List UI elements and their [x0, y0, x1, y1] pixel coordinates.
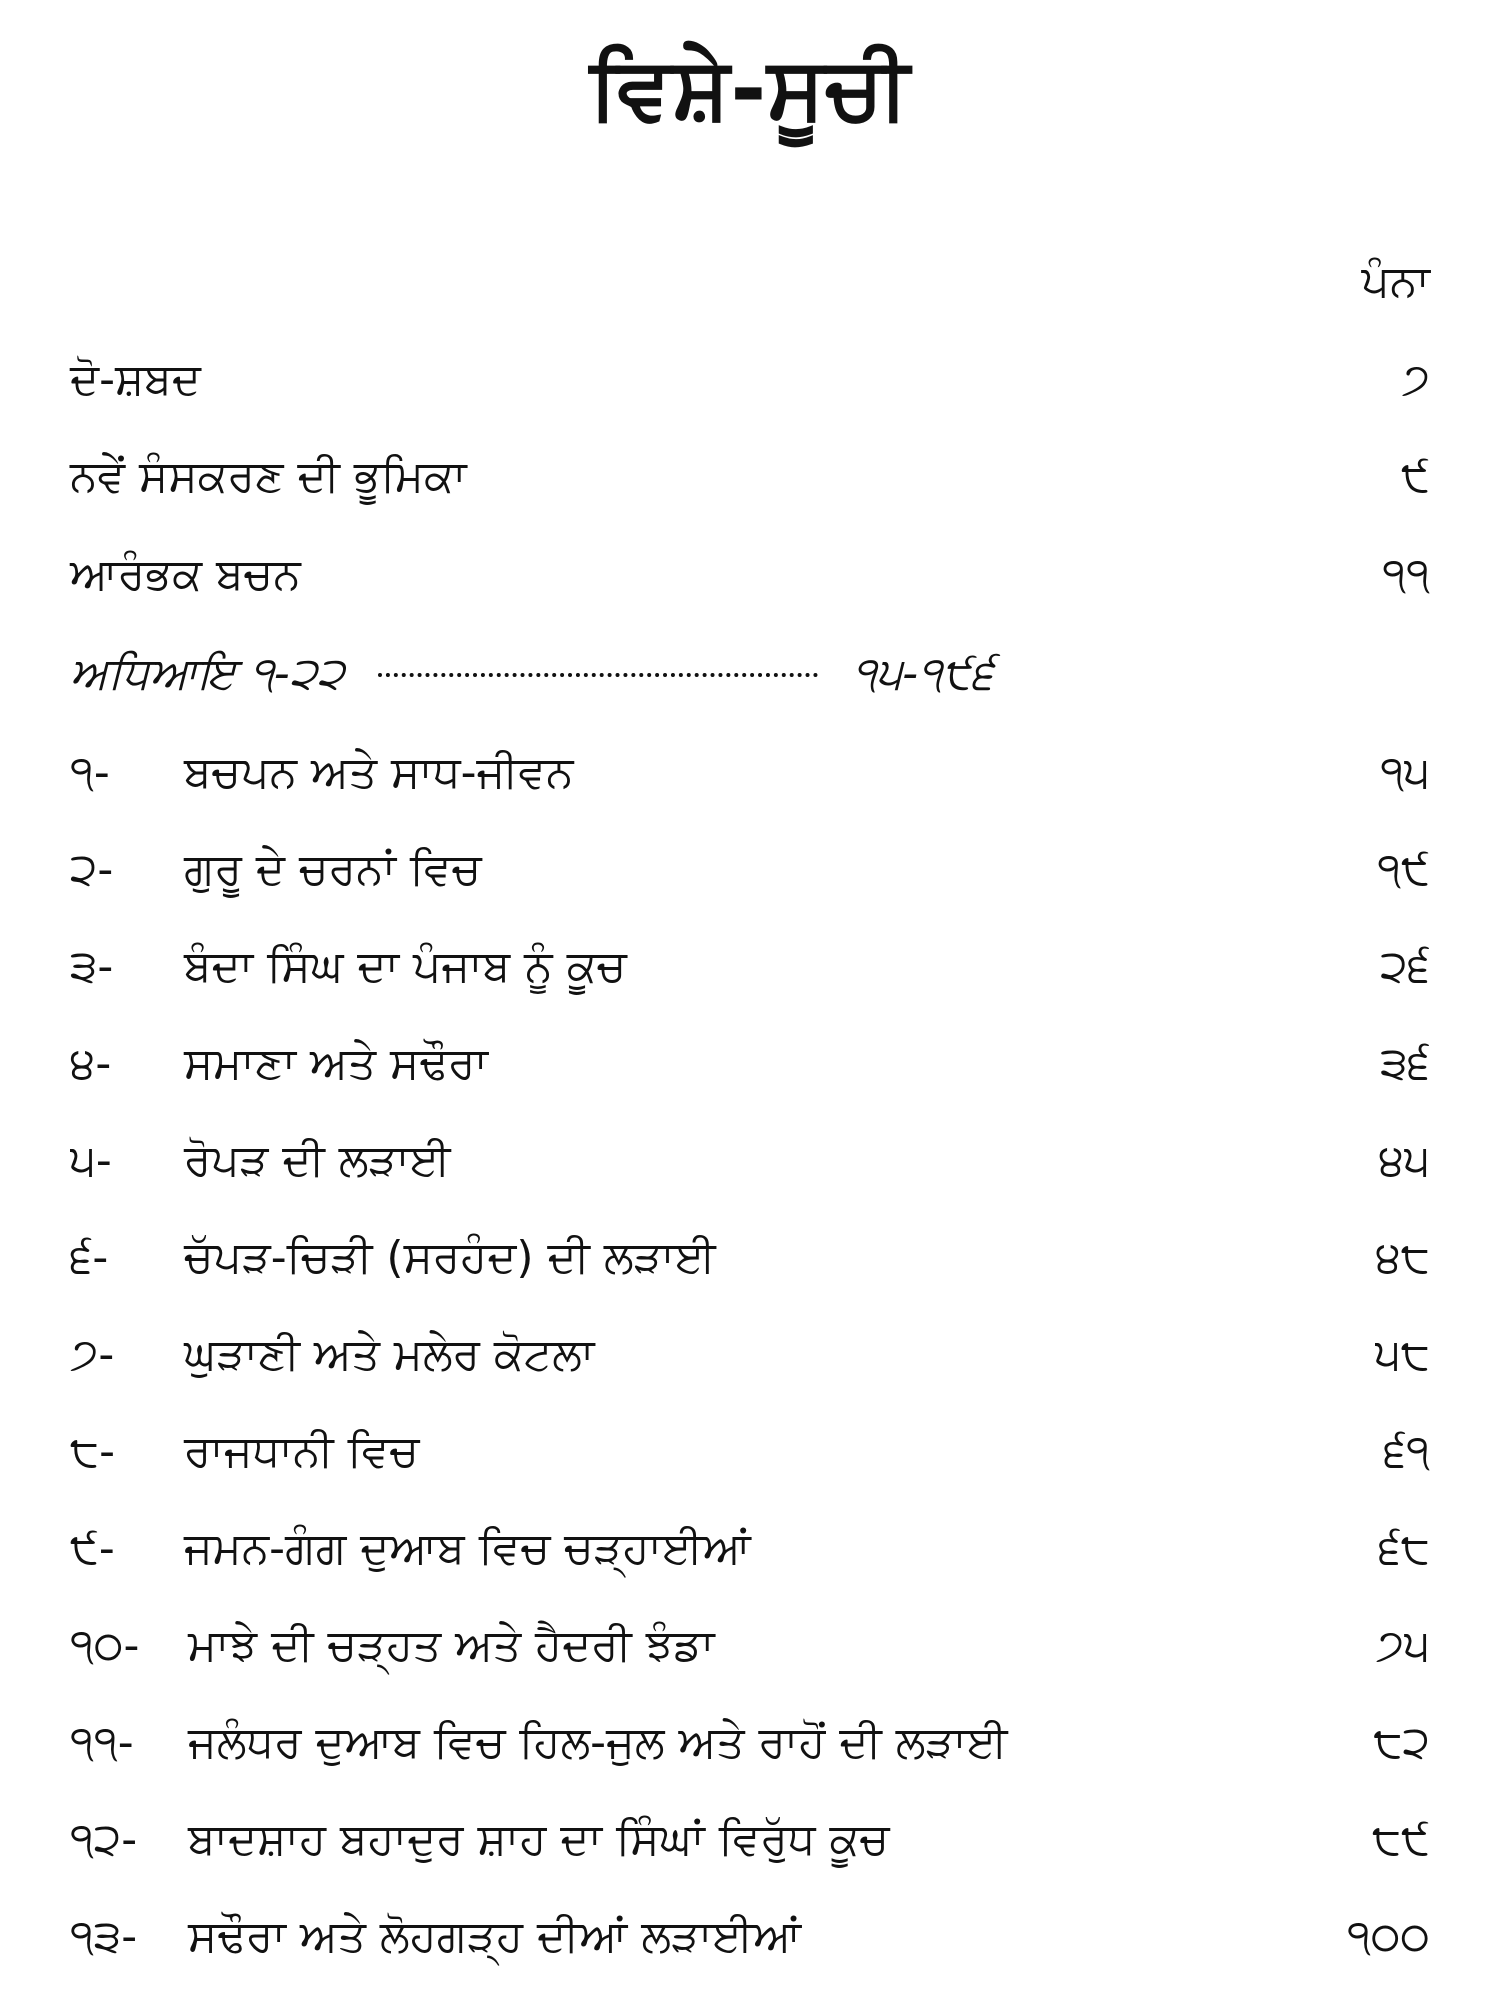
chapter-page: ੧੦੦ [1346, 1911, 1430, 1962]
chapter-title: ਸਮਾਣਾ ਅਤੇ ਸਢੌਰਾ [184, 1038, 488, 1089]
toc-chapter[interactable] [70, 1320, 1430, 1390]
toc-chapter[interactable] [70, 835, 1430, 905]
chapter-title: ਘੁੜਾਣੀ ਅਤੇ ਮਲੇਰ ਕੋਟਲਾ [184, 1329, 595, 1380]
toc-entry-page: ੭ [1401, 354, 1430, 405]
toc-chapter[interactable] [70, 1514, 1430, 1584]
chapter-title: ਰਾਜਧਾਨੀ ਵਿਚ [184, 1426, 419, 1477]
chapter-title: ਜਮਨ-ਗੰਗ ਦੁਆਬ ਵਿਚ ਚੜ੍ਹਾਈਆਂ [184, 1523, 751, 1574]
toc-chapter[interactable] [70, 1708, 1430, 1778]
chapter-page: ੧੫ [1380, 747, 1430, 798]
chapter-title: ਗੁਰੂ ਦੇ ਚਰਨਾਂ ਵਿਚ [184, 844, 482, 895]
chapter-number: ੧੩- [70, 1911, 138, 1962]
chapter-number: ੧੨- [70, 1814, 138, 1865]
chapter-number: ੯- [70, 1523, 115, 1574]
part-label: ਅਧਿਆਇ ੧-੨੨ [70, 648, 345, 699]
chapter-number: ੬- [70, 1232, 109, 1283]
toc-chapter[interactable] [70, 1611, 1430, 1681]
toc-entry-title: ਦੋ-ਸ਼ਬਦ [70, 354, 201, 405]
chapter-number: ੮- [70, 1426, 115, 1477]
chapter-page: ੮੨ [1373, 1717, 1430, 1768]
chapter-title: ਰੋਪੜ ਦੀ ਲੜਾਈ [184, 1135, 451, 1186]
chapter-page: ੪੫ [1378, 1135, 1430, 1186]
toc-chapter[interactable] [70, 1805, 1430, 1875]
toc-chapter[interactable] [70, 1029, 1430, 1099]
toc-entry-title: ਨਵੇਂ ਸੰਸਕਰਣ ਦੀ ਭੂਮਿਕਾ [70, 451, 467, 502]
page-title: ਵਿਸ਼ੇ-ਸੂਚੀ [589, 39, 911, 139]
chapter-page: ੫੮ [1375, 1329, 1430, 1380]
toc-entry-front-3[interactable] [70, 540, 1430, 610]
chapter-page: ੩੬ [1380, 1038, 1430, 1089]
toc-part-heading[interactable] [70, 639, 993, 709]
toc-chapter[interactable] [70, 932, 1430, 1002]
chapter-number: ੧੧- [70, 1717, 134, 1768]
toc-chapter[interactable] [70, 1417, 1430, 1487]
chapter-title: ਸਢੌਰਾ ਅਤੇ ਲੋਹਗੜ੍ਹ ਦੀਆਂ ਲੜਾਈਆਂ [188, 1911, 802, 1962]
part-page-range: ੧੫-੧੯੬ [852, 648, 994, 699]
chapter-page: ੬੧ [1383, 1426, 1430, 1477]
toc-chapter[interactable] [70, 1126, 1430, 1196]
chapter-number: ੪- [70, 1038, 112, 1089]
chapter-number: ੭- [70, 1329, 115, 1380]
chapter-title: ਚੱਪੜ-ਚਿੜੀ (ਸਰਹੰਦ) ਦੀ ਲੜਾਈ [184, 1232, 716, 1283]
chapter-title: ਬੰਦਾ ਸਿੰਘ ਦਾ ਪੰਜਾਬ ਨੂੰ ਕੂਚ [184, 941, 627, 992]
toc-chapter[interactable] [70, 738, 1430, 808]
chapter-page: ੪੮ [1375, 1232, 1430, 1283]
chapter-number: ੧੦- [70, 1620, 140, 1671]
chapter-page: ੭੫ [1375, 1620, 1430, 1671]
chapter-title: ਮਾਝੇ ਦੀ ਚੜ੍ਹਤ ਅਤੇ ਹੈਦਰੀ ਝੰਡਾ [188, 1620, 715, 1671]
chapter-number: ੨- [70, 844, 114, 895]
toc-entry-front-1[interactable] [70, 345, 1430, 415]
toc-entry-front-2[interactable] [70, 442, 1430, 512]
chapter-title: ਜਲੰਧਰ ਦੁਆਬ ਵਿਚ ਹਿਲ-ਜੁਲ ਅਤੇ ਰਾਹੋਂ ਦੀ ਲੜਾਈ [188, 1717, 1008, 1768]
toc-chapter[interactable] [70, 1223, 1430, 1293]
chapter-title: ਬਾਦਸ਼ਾਹ ਬਹਾਦੁਰ ਸ਼ਾਹ ਦਾ ਸਿੰਘਾਂ ਵਿਰੁੱਧ ਕੂਚ [188, 1814, 890, 1865]
toc-chapter[interactable] [70, 1902, 1430, 1972]
toc-entry-title: ਆਰੰਭਕ ਬਚਨ [70, 549, 301, 600]
chapter-page: ੮੯ [1372, 1814, 1430, 1865]
page-column-header: ਪੰਨਾ [1361, 256, 1430, 307]
toc-entry-page: ੧੧ [1382, 549, 1430, 600]
dot-leader [378, 639, 818, 677]
chapter-page: ੧੯ [1377, 844, 1430, 895]
chapter-title: ਬਚਪਨ ਅਤੇ ਸਾਧ-ਜੀਵਨ [184, 747, 574, 798]
chapter-number: ੧- [70, 747, 110, 798]
chapter-number: ੫- [70, 1135, 112, 1186]
toc-entry-page: ੯ [1401, 451, 1430, 502]
chapter-page: ੨੬ [1380, 941, 1430, 992]
chapter-number: ੩- [70, 941, 114, 992]
chapter-page: ੬੮ [1378, 1523, 1430, 1574]
